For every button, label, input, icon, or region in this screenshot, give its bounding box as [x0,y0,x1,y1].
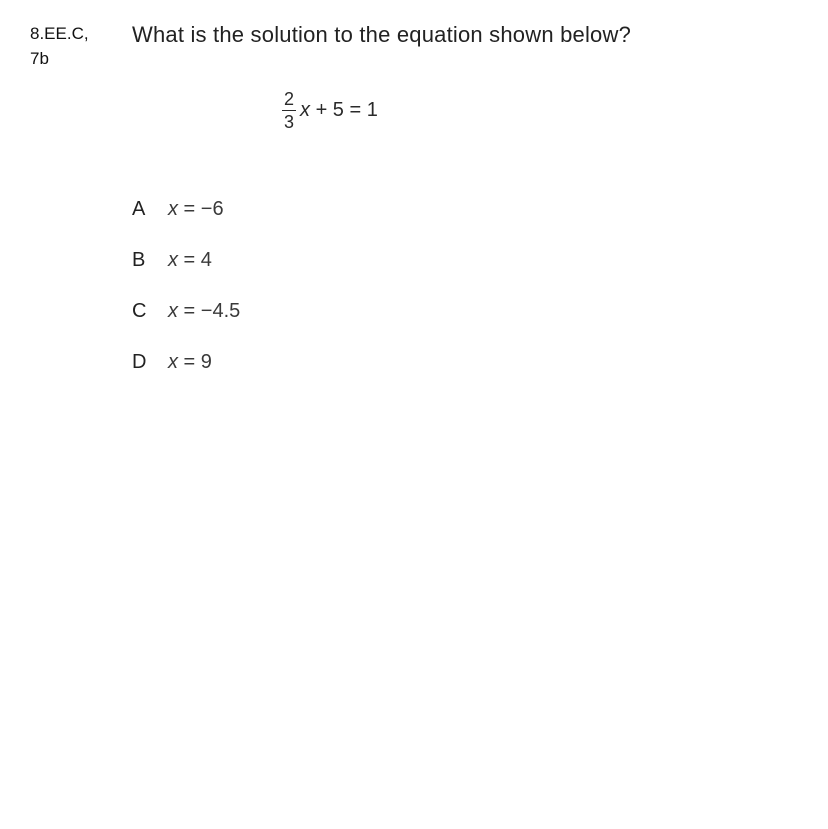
equation-remainder: + 5 = 1 [310,99,378,121]
equation-variable: x [300,99,311,121]
standard-code-line-1: 8.EE.C, [30,24,89,43]
choice-answer [168,300,240,323]
choice-value: = −6 [178,198,224,220]
choice-letter: A [132,198,146,220]
equation [282,89,378,132]
standard-code-line-2: 7b [30,49,49,68]
choice-answer [168,198,224,221]
standard-code [30,21,89,71]
choice-answer [168,351,212,374]
choice-a[interactable] [132,198,240,249]
choice-letter: B [132,249,146,271]
choice-b[interactable] [132,249,240,300]
choice-letter: D [132,351,147,373]
choice-variable: x [168,351,178,373]
fraction-bar [282,110,296,111]
equation-expression [300,99,378,122]
fraction-numerator: 2 [284,89,295,109]
choice-c[interactable] [132,300,240,351]
choice-value: = −4.5 [178,300,241,322]
choice-d[interactable] [132,351,240,402]
choice-letter: C [132,300,147,322]
choice-value: = 9 [178,351,212,373]
equation-fraction [282,89,296,132]
choice-answer [168,249,212,272]
choice-value: = 4 [178,249,212,271]
choice-variable: x [168,198,178,220]
choice-variable: x [168,300,178,322]
answer-choices [132,198,240,402]
choice-variable: x [168,249,178,271]
question-text: What is the solution to the equation shown below? [132,22,631,47]
fraction-denominator: 3 [284,112,295,132]
